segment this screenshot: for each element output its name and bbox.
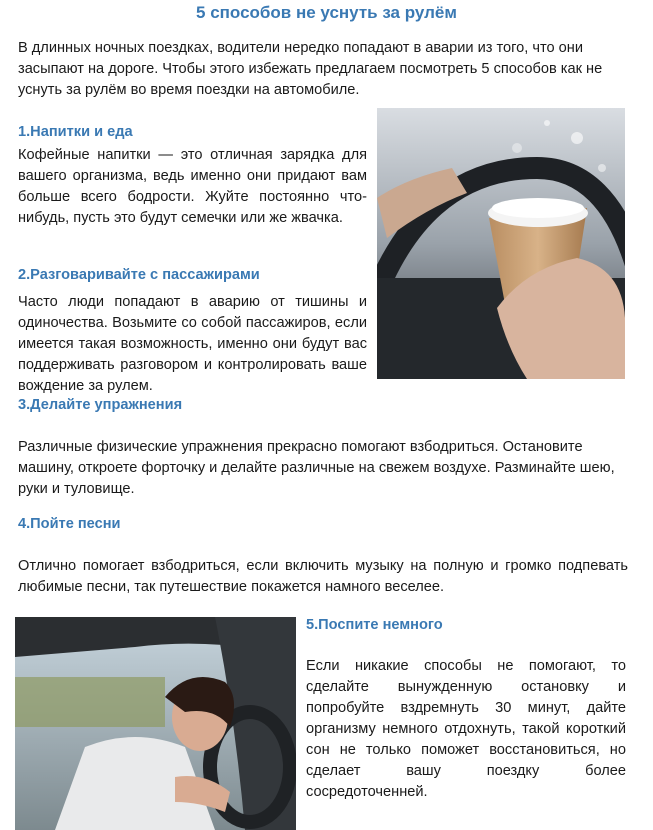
section-2-heading: 2.Разговаривайте с пассажирами xyxy=(18,267,260,283)
section-1-heading: 1.Напитки и еда xyxy=(18,124,133,140)
sleeping-driver-photo xyxy=(15,617,296,830)
intro-paragraph: В длинных ночных поездках, водители нередко попадают в аварии из того, что они засыпают на дороге. Чтобы этого избежать предлагаем посмотреть 5 способов как не уснуть за рулём во время поездки на автомобиле. xyxy=(18,40,603,98)
section-5-text: Если никакие способы не помогают, то сделайте вынужденную остановку и попробуйте вздремнуть 30 минут, дайте организму немного отдохнуть, такой короткий сон не только поможет восстановиться, но сделает вашу поездку более сосредоточенней. xyxy=(306,658,626,800)
section-1-text: Кофейные напитки — это отличная зарядка для вашего организма, ведь именно они придают вам больше всего бодрости. Жуйте постоянно что-нибудь, пусть это будут семечки или же жвачка. xyxy=(18,147,367,226)
section-4-heading: 4.Пойте песни xyxy=(18,516,121,532)
section-2-text: Часто люди попадают в аварию от тишины и одиночества. Возьмите со собой пассажиров, если имеется такая возможность, именно они будут вас поддерживать разговором и контролировать ваше вождение за рулем. xyxy=(18,294,367,394)
section-3-text: Различные физические упражнения прекрасно помогают взбодриться. Остановите машину, откроете форточку и делайте различные на свежем воздухе. Разминайте шею, руки и туловище. xyxy=(18,439,615,497)
section-4-text: Отлично помогает взбодриться, если включить музыку на полную и громко подпевать любимые песни, так путешествие покажется намного веселее. xyxy=(18,558,628,595)
section-5-heading: 5.Поспите немного xyxy=(306,617,443,633)
coffee-cup-photo xyxy=(377,108,625,379)
page-title: 5 способов не уснуть за рулём xyxy=(196,3,457,22)
section-3-heading: 3.Делайте упражнения xyxy=(18,397,183,413)
